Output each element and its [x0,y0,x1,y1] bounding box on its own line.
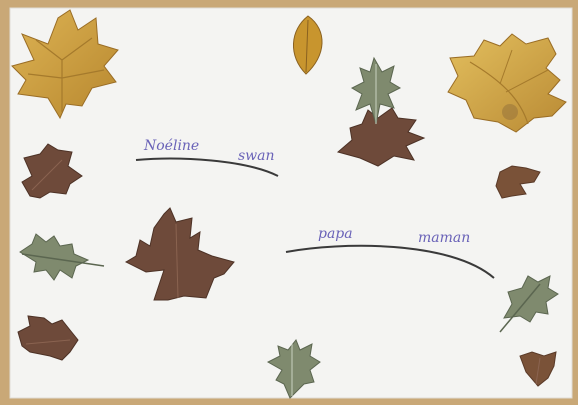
parent-left: papa [318,226,353,242]
name-left: Noéline [144,138,200,154]
parent-right: maman [418,230,471,246]
name-right: swan [238,148,275,164]
